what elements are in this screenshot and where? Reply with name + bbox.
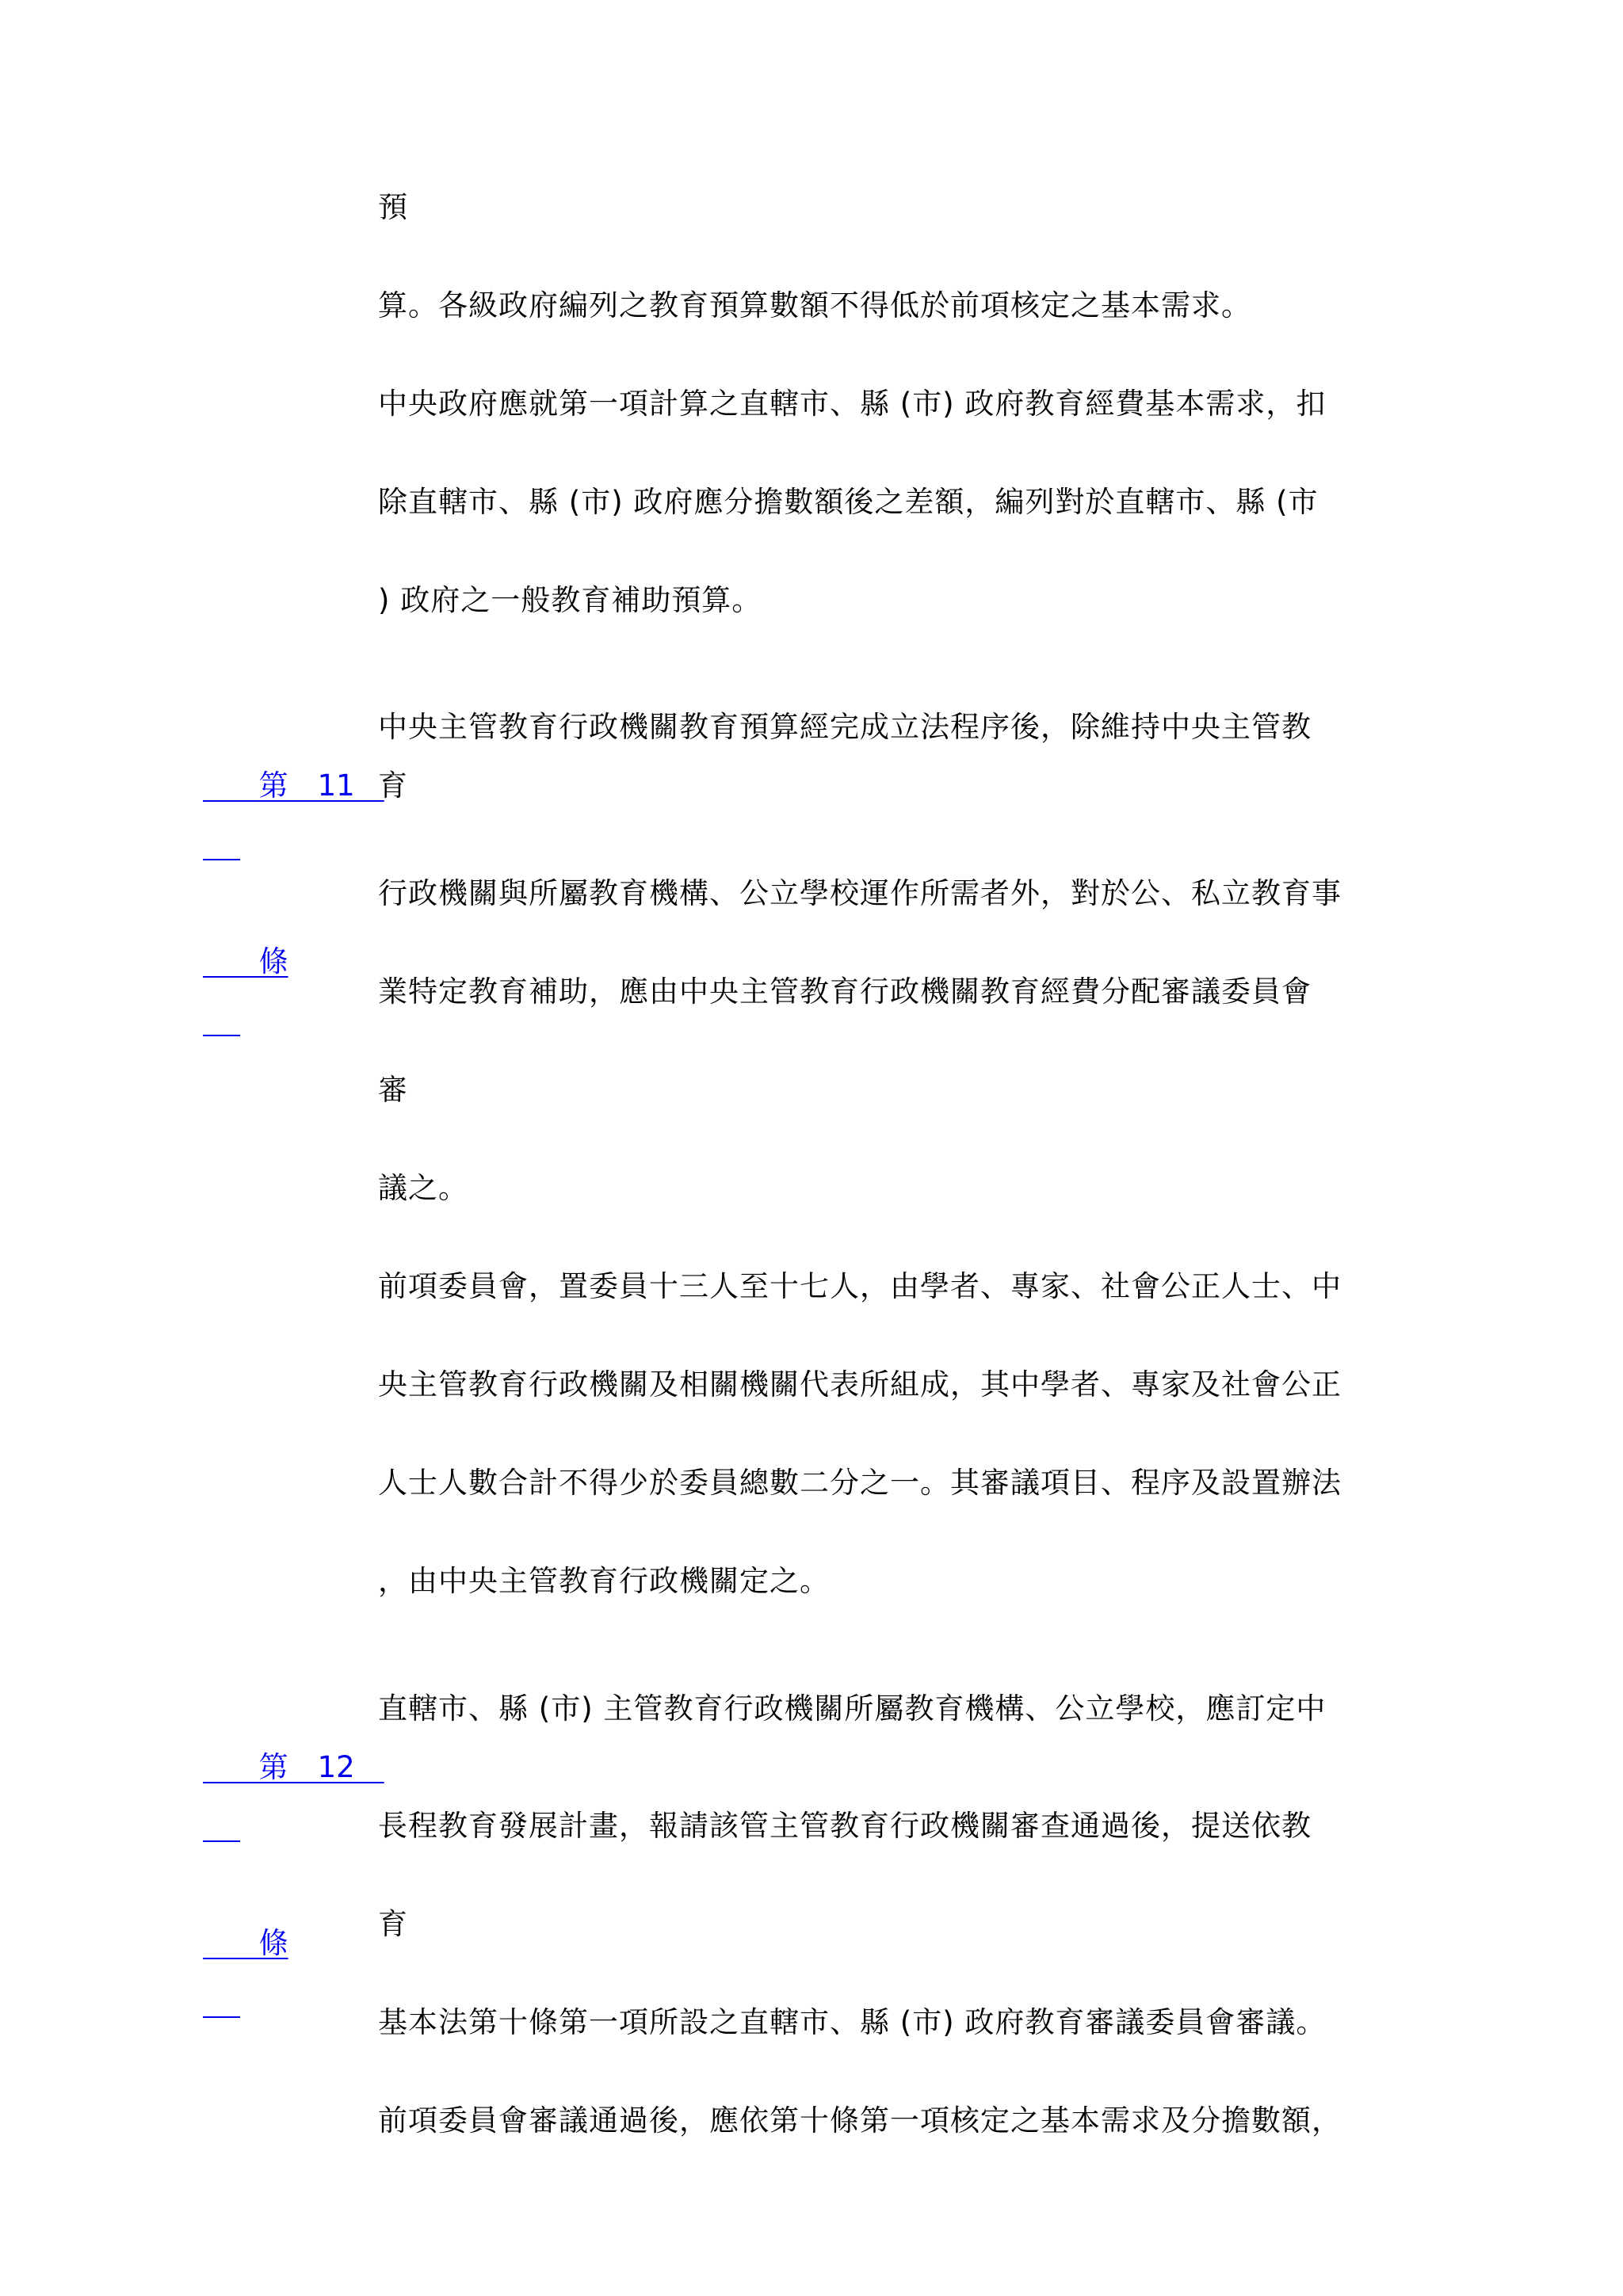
- text-line: 前項委員會，置委員十三人至十七人，由學者、專家、社會公正人士、中: [378, 1269, 1342, 1303]
- text-line: 行政機關與所屬教育機構、公立學校運作所需者外，對於公、私立教育事: [378, 876, 1342, 910]
- article-12-label[interactable]: [203, 1680, 384, 2031]
- text-line: 業特定教育補助，應由中央主管教育行政機關教育經費分配審議委員會: [378, 974, 1312, 1009]
- article-11-link-tail[interactable]: [203, 874, 338, 1050]
- article-11-link-line1[interactable]: 第 11: [258, 769, 384, 803]
- text-line: ，由中央主管教育行政機關定之。: [378, 1564, 830, 1598]
- text-line: 前項委員會審議通過後，應依第十條第一項核定之基本需求及分擔數額，: [378, 2103, 1342, 2138]
- text-line: 審: [378, 1073, 408, 1107]
- article-12-link-tail[interactable]: [203, 1855, 338, 2031]
- text-line: 人士人數合計不得少於委員總數二分之一。其審議項目、程序及設置辦法: [378, 1466, 1342, 1500]
- article-12-link-line2[interactable]: 條: [258, 1926, 288, 1960]
- article-12-link-line1[interactable]: 第 12: [258, 1750, 384, 1784]
- text-line: 算。各級政府編列之教育預算數額不得低於前項核定之基本需求。: [378, 288, 1251, 322]
- text-line: 育: [378, 1907, 408, 1941]
- text-line: 長程教育發展計畫，報請該管主管教育行政機關審查通過後，提送依教: [378, 1809, 1312, 1843]
- text-line: 基本法第十條第一項所設之直轄市、縣 (市) 政府教育審議委員會審議。: [378, 2005, 1327, 2039]
- text-line: 央主管教育行政機關及相關機關代表所組成，其中學者、專家及社會公正: [378, 1367, 1342, 1402]
- article-11-label[interactable]: [203, 698, 384, 1050]
- text-line: 中央政府應就第一項計算之直轄市、縣 (市) 政府教育經費基本需求，扣: [378, 387, 1327, 421]
- text-line: ) 政府之一般教育補助預算。: [378, 583, 762, 617]
- text-line: 育: [378, 769, 408, 803]
- text-line: 直轄市、縣 (市) 主管教育行政機關所屬教育機構、公立學校，應訂定中: [378, 1691, 1327, 1726]
- article-11-link[interactable]: [203, 698, 384, 874]
- article-12-link[interactable]: [203, 1680, 384, 1855]
- article-11-link-line2[interactable]: 條: [258, 944, 288, 978]
- text-line: 預: [378, 190, 408, 224]
- text-line: 除直轄市、縣 (市) 政府應分擔數額後之差額，編列對於直轄市、縣 (市: [378, 485, 1319, 519]
- text-line: 議之。: [378, 1171, 468, 1205]
- text-line: 中央主管教育行政機關教育預算經完成立法程序後，除維持中央主管教: [378, 710, 1312, 744]
